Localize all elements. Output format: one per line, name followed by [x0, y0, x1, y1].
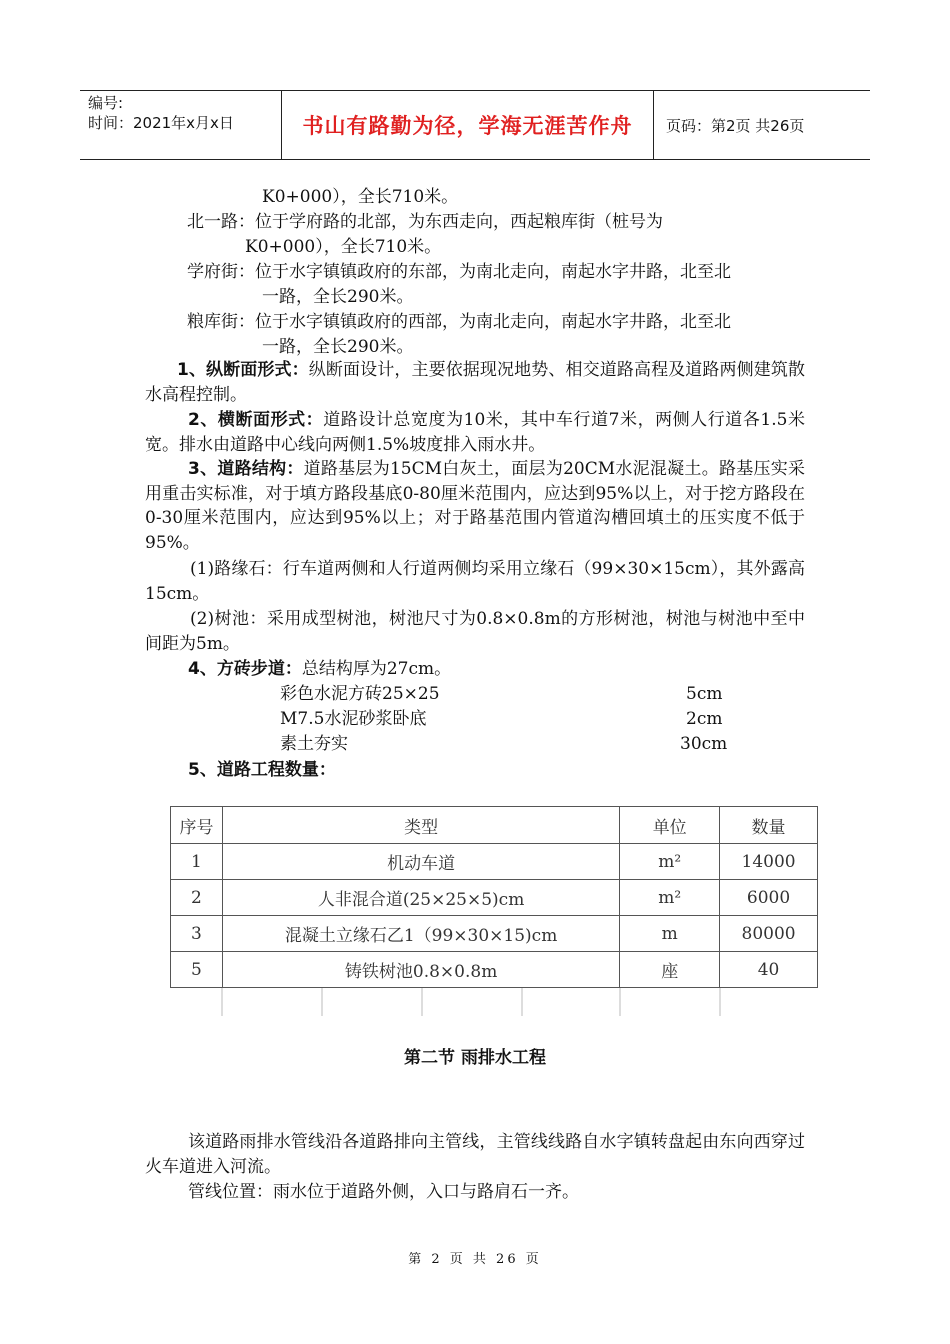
- layer-1-name: 彩色水泥方砖25×25: [280, 684, 440, 704]
- section-title: 第二节 雨排水工程: [404, 1048, 546, 1068]
- road-liangku-text2: 一路，全长290米。: [262, 337, 414, 357]
- table-cell: 3: [171, 916, 223, 952]
- table-residual-gridlines: [170, 988, 820, 1018]
- table-row: [171, 952, 818, 988]
- table-cell: 6000: [720, 880, 818, 916]
- table-cell: 5: [171, 952, 223, 988]
- table-cell: 混凝土立缘石乙1（99×30×15)cm: [222, 916, 619, 952]
- item-2: [145, 408, 805, 457]
- item-1-heading: 1、纵断面形式：: [177, 360, 309, 380]
- item-4-heading: 4、方砖步道：: [188, 659, 302, 679]
- road-liangku: [187, 310, 731, 334]
- layer-1-thick: 5cm: [686, 684, 723, 704]
- table-cell: 14000: [720, 844, 818, 880]
- road-xuefu-text2: 一路，全长290米。: [262, 287, 414, 307]
- item-4: [188, 657, 451, 681]
- sub-item-1: (1)路缘石：行车道两侧和人行道两侧均采用立缘石（99×30×15cm），其外露高15cm。: [145, 559, 805, 604]
- table-cell: 2: [171, 880, 223, 916]
- section-para-1: 该道路雨排水管线沿各道路排向主管线，主管线线路自水字镇转盘起由东向西穿过火车道进入河流。: [145, 1132, 805, 1177]
- table-header-row: [171, 807, 818, 844]
- item-2-text: 道路设计总宽度为10米，其中车行道7米，两侧人行道各1.5米宽。排水由道路中心线向两侧1.5%坡度排入雨水井。: [145, 410, 805, 455]
- item-2-heading: 2、横断面形式：: [188, 410, 324, 430]
- header-meta: [80, 91, 282, 159]
- item-1: [145, 358, 805, 407]
- table-cell: 铸铁树池0.8×0.8m: [222, 952, 619, 988]
- road-liangku-label: 粮库街：: [187, 312, 255, 332]
- item-3: [145, 457, 805, 555]
- quantity-table: [170, 806, 818, 988]
- road-xuefu-text1: 位于水字镇镇政府的东部，为南北走向，南起水字井路，北至北: [255, 262, 731, 282]
- item-1-text: 纵断面设计，主要依据现况地势、相交道路高程及道路两侧建筑散水高程控制。: [145, 360, 805, 405]
- table-cell: m: [620, 916, 720, 952]
- table-cell: 机动车道: [222, 844, 619, 880]
- table-cell: 1: [171, 844, 223, 880]
- road-beiyi: [187, 210, 805, 234]
- table-cell: 人非混合道(25×25×5)cm: [222, 880, 619, 916]
- page-header: [80, 90, 870, 160]
- header-motto: 书山有路勤为径，学海无涯苦作舟: [282, 91, 654, 159]
- road-liangku-text1: 位于水字镇镇政府的西部，为南北走向，南起水字井路，北至北: [255, 312, 731, 332]
- line-km-cont: K0+000），全长710米。: [262, 187, 459, 207]
- layer-2-name: M7.5水泥砂浆卧底: [280, 709, 427, 729]
- item-5-heading: 5、道路工程数量：: [188, 760, 336, 780]
- table-row: [171, 916, 818, 952]
- road-beiyi-text1: 位于学府路的北部，为东西走向，西起粮库街（桩号为: [255, 212, 663, 232]
- table-header-cell: 类型: [222, 807, 619, 844]
- layer-2-thick: 2cm: [686, 709, 723, 729]
- table-header-cell: 序号: [171, 807, 223, 844]
- layer-3-name: 素土夯实: [280, 734, 348, 754]
- table-row: [171, 844, 818, 880]
- table-cell: m²: [620, 880, 720, 916]
- road-beiyi-text2: K0+000），全长710米。: [245, 237, 442, 257]
- time-label: 时间：2021年x月x日: [88, 114, 234, 132]
- item-3-heading: 3、道路结构：: [188, 459, 304, 479]
- page-footer: 第 2 页 共 26 页: [408, 1252, 542, 1267]
- table-cell: 40: [720, 952, 818, 988]
- road-xuefu: [187, 260, 731, 284]
- road-beiyi-label: 北一路：: [187, 212, 255, 232]
- road-xuefu-label: 学府街：: [187, 262, 255, 282]
- item-3-text: 道路基层为15CM白灰土，面层为20CM水泥混凝土。路基压实采用重击实标准，对于填方路段基底0-80厘米范围内，应达到95%以上，对于挖方路段在0-30厘米范围内，应达到95%以上；对于路基范围内管道沟槽回填土的压实度不低于95%。: [145, 459, 805, 553]
- table-cell: 80000: [720, 916, 818, 952]
- sub-item-2: (2)树池：采用成型树池，树池尺寸为0.8×0.8m的方形树池，树池与树池中至中间距为5m。: [145, 609, 805, 654]
- table-cell: 座: [620, 952, 720, 988]
- item-4-text: 总结构厚为27cm。: [301, 659, 452, 679]
- table-header-cell: 数量: [720, 807, 818, 844]
- table-row: [171, 880, 818, 916]
- table-cell: m²: [620, 844, 720, 880]
- section-para-2: 管线位置：雨水位于道路外侧，入口与路肩石一齐。: [188, 1182, 579, 1202]
- table-header-cell: 单位: [620, 807, 720, 844]
- number-label: 编号:: [88, 94, 124, 112]
- layer-3-thick: 30cm: [680, 734, 728, 754]
- header-page-info: 页码：第2页 共26页: [666, 116, 805, 135]
